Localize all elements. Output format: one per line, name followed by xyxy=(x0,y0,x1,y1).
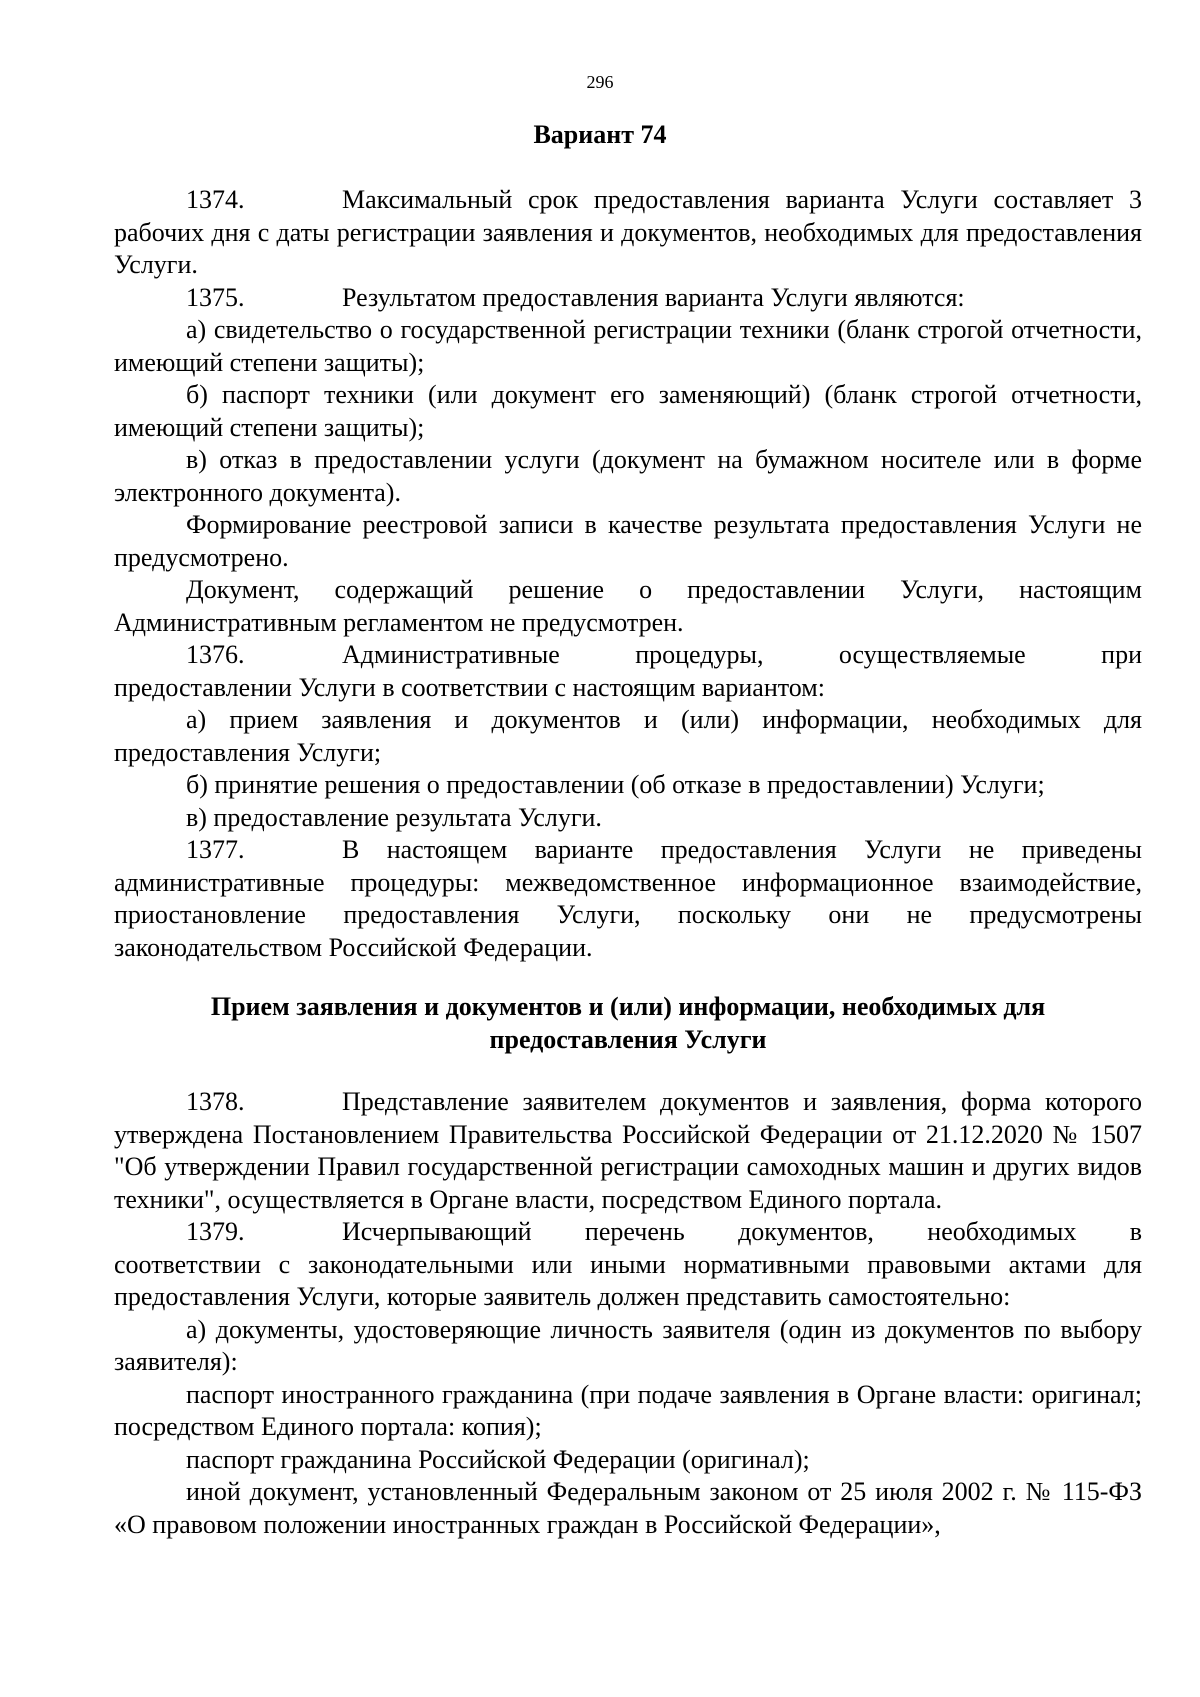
paragraph-text: В настоящем варианте предоставления Услуги не приведены административные процедуры: межведомственное информационное взаимодействие, приостановление предоставления Услуги, поскольку они не предусмотрены законодательством Российской Федерации. xyxy=(114,835,1142,962)
paragraph-1378 xyxy=(114,1086,1142,1216)
clause-number: 1378. xyxy=(186,1087,245,1116)
list-item-1375-b: б) паспорт техники (или документ его заменяющий) (бланк строгой отчетности, имеющий степени защиты); xyxy=(114,380,1142,442)
section-heading-line1: Прием заявления и документов и (или) информации, необходимых для xyxy=(210,992,1046,1021)
paragraph-1379-rest: соответствии с законодательными или иными нормативными правовыми актами для предоставления Услуги, которые заявитель должен представить самостоятельно: xyxy=(114,1249,1142,1311)
paragraph-1376-rest: предоставлении Услуги в соответствии с настоящим вариантом: xyxy=(114,672,825,702)
paragraph-other-document: иной документ, установленный Федеральным законом от 25 июля 2002 г. № 115-ФЗ «О правовом положении иностранных граждан в Российской Федерации», xyxy=(114,1477,1142,1539)
list-item-1376-b: б) принятие решения о предоставлении (об отказе в предоставлении) Услуги; xyxy=(186,770,1045,799)
paragraph-text: Максимальный срок предоставления варианта Услуги составляет 3 рабочих дня с даты регистрации заявления и документов, необходимых для предоставления Услуги. xyxy=(114,185,1142,279)
list-item-1376-v: в) предоставление результата Услуги. xyxy=(186,802,602,832)
clause-number: 1376. xyxy=(186,640,245,669)
paragraph-text: Результатом предоставления варианта Услуги являются: xyxy=(342,282,965,312)
paragraph-registry-record: Формирование реестровой записи в качестве результата предоставления Услуги не предусмотрено. xyxy=(114,510,1142,572)
section-heading xyxy=(114,991,1142,1056)
list-item-1379-a: а) документы, удостоверяющие личность заявителя (один из документов по выбору заявителя): xyxy=(114,1314,1142,1376)
list-item-1375-v: в) отказ в предоставлении услуги (документ на бумажном носителе или в форме электронного документа). xyxy=(114,445,1142,507)
paragraph-text: Исчерпывающий перечень документов, необходимых в xyxy=(342,1217,1142,1246)
document-body xyxy=(114,184,1142,1541)
clause-number: 1379. xyxy=(186,1217,245,1246)
paragraph-1379-line1 xyxy=(114,1216,1142,1249)
paragraph-1377 xyxy=(114,834,1142,964)
clause-number: 1375. xyxy=(186,282,245,312)
page-number: 296 xyxy=(586,72,614,92)
paragraph-1375 xyxy=(114,282,1142,315)
paragraph-1374 xyxy=(114,184,1142,282)
variant-title: Вариант 74 xyxy=(533,120,667,149)
clause-number: 1377. xyxy=(186,835,245,864)
paragraph-text: Представление заявителем документов и заявления, форма которого утверждена Постановлением Правительства Российской Федерации от 21.12.2020 № 1507 "Об утверждении Правил государственной регистрации самоходных машин и других видов техники", осуществляется в Органе власти, посредством Единого портала. xyxy=(114,1087,1142,1214)
paragraph-text: Административные процедуры, осуществляемые при xyxy=(342,640,1142,669)
paragraph-1376-line1 xyxy=(114,639,1142,672)
list-item-1376-a: а) прием заявления и документов и (или) информации, необходимых для предоставления Услуги; xyxy=(114,705,1142,767)
section-heading-line2: предоставления Услуги xyxy=(489,1024,767,1054)
paragraph-decision-document: Документ, содержащий решение о предоставлении Услуги, настоящим Административным регламентом не предусмотрен. xyxy=(114,575,1142,637)
paragraph-rf-passport: паспорт гражданина Российской Федерации (оригинал); xyxy=(186,1444,810,1474)
paragraph-foreign-passport: паспорт иностранного гражданина (при подаче заявления в Органе власти: оригинал; посредством Единого портала: копия); xyxy=(114,1379,1142,1441)
clause-number: 1374. xyxy=(186,185,245,214)
list-item-1375-a: а) свидетельство о государственной регистрации техники (бланк строгой отчетности, имеющий степени защиты); xyxy=(114,315,1142,377)
